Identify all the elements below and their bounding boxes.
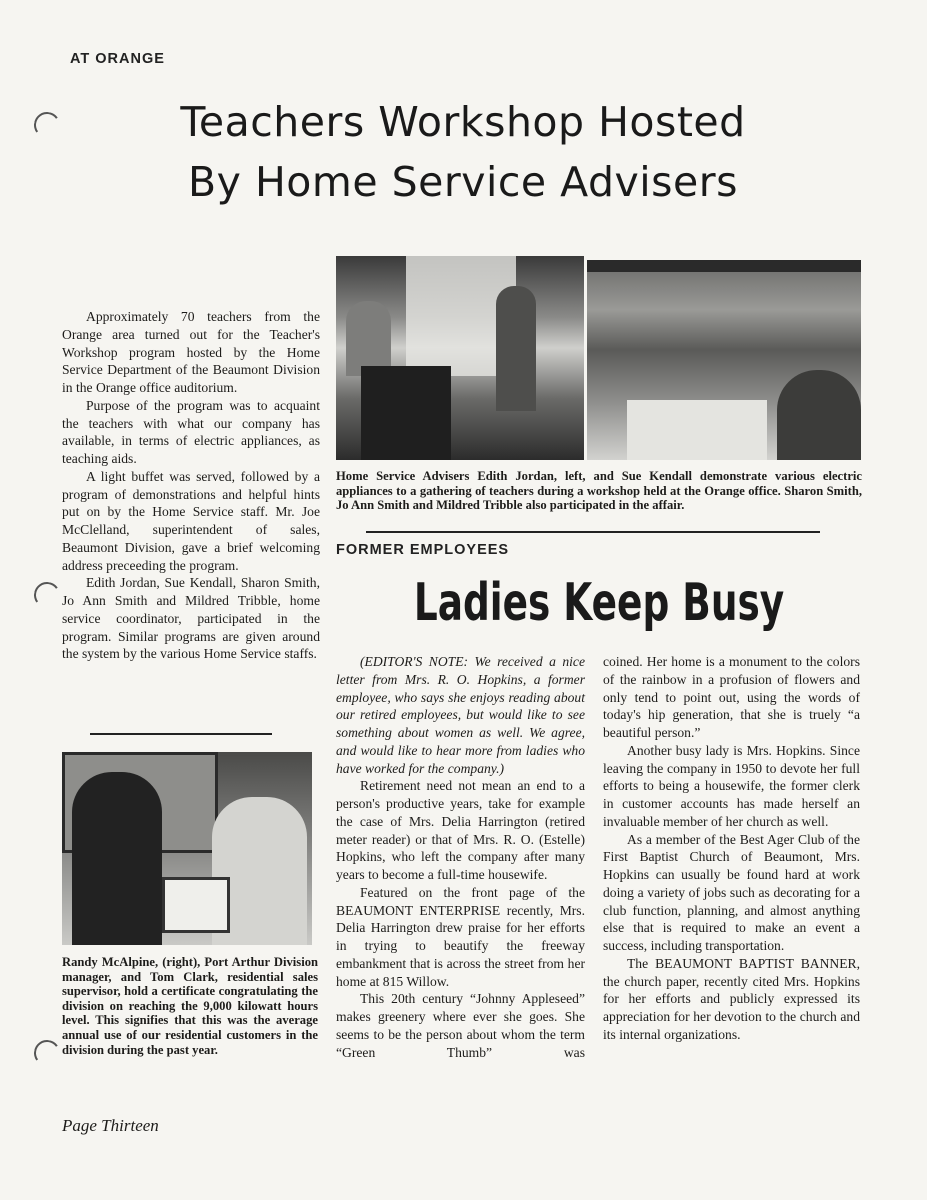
paragraph: A light buffet was served, followed by a program of demonstrations and helpful hints put on by the Home Service staff. Mr. Joe McClelland, superintendent of sales, Beaumont Division, gave a brief welcoming address preceeding the program. [62, 468, 320, 573]
paragraph-continuation: coined. Her home is a monument to the colors of the rainbow in a profusion of flowers and only tend to point out, using the words of today's hip generation, that she is truely “a beautiful person.” [603, 654, 860, 740]
title-line: Teachers Workshop Hosted [180, 98, 746, 146]
editor-note: (EDITOR'S NOTE: We received a nice letter from Mrs. R. O. Hopkins, a former employee, who says she enjoys reading about our retired employees, but would like to see something about women as well. We agree, and would like to hear more from ladies who have worked for the company.) [336, 654, 585, 776]
paragraph: This 20th century “Johnny Appleseed” makes greenery where ever she goes. She seems to be the person about whom the term “Green Thumb” was [336, 991, 585, 1060]
section-tag: AT ORANGE [70, 51, 165, 67]
workshop-article-body [62, 308, 320, 663]
former-employees-col2 [603, 653, 860, 1044]
divider [90, 733, 272, 735]
paragraph: The BEAUMONT BAPTIST BANNER, the church paper, recently cited Mrs. Hopkins for her efforts and publicly expressed its appreciation for her devotion to the church and its internal organizations. [603, 955, 860, 1042]
workshop-photo-audience [587, 260, 861, 460]
paragraph: Featured on the front page of the BEAUMONT ENTERPRISE recently, Mrs. Delia Harrington drew praise for her efforts in trying to beautify the freeway embankment that is across the street from her home at 815 Willow. [336, 884, 585, 989]
punch-hole [32, 1038, 62, 1068]
paragraph: Purpose of the program was to acquaint the teachers with what our company has available, in terms of electric appliances, as teaching aids. [62, 397, 320, 466]
certificate-photo [62, 752, 312, 945]
former-employees-col1 [336, 653, 585, 1061]
certificate-photo-caption: Randy McAlpine, (right), Port Arthur Division manager, and Tom Clark, residential sales supervisor, hold a certificate congratulating the division on reaching the 9,000 kilowatt hours level. This signifies that this was the average annual use of our residential customers in the division during the past year. [62, 955, 318, 1057]
page-number: Page Thirteen [62, 1116, 159, 1135]
paragraph: As a member of the Best Ager Club of the First Baptist Church of Beaumont, Mrs. Hopkins can usually be found hard at work doing a variety of jobs such as decorating for a club function, planning, and almost anything else that is required to make an event a success, including transportation. [603, 831, 860, 953]
article-title [60, 92, 866, 212]
paragraph: Approximately 70 teachers from the Orange area turned out for the Teacher's Workshop program hosted by the Home Service Department of the Beaumont Division in the Orange office auditorium. [62, 309, 320, 395]
paragraph: Edith Jordan, Sue Kendall, Sharon Smith, Jo Ann Smith and Mildred Tribble, home service coordinator, participated in the program. Similar programs are given around the system by the various Home Service staffs. [62, 575, 320, 662]
workshop-photo-demonstration [336, 256, 584, 460]
punch-hole [32, 580, 62, 610]
punch-hole [32, 110, 62, 140]
divider [366, 531, 820, 533]
workshop-photo-caption: Home Service Advisers Edith Jordan, left, and Sue Kendall demonstrate various electric appliances to a gathering of teachers during a workshop held at the Orange office. Sharon Smith, Jo Ann Smith and Mildred Tribble also participated in the affair. [336, 469, 862, 513]
paragraph: Another busy lady is Mrs. Hopkins. Since leaving the company in 1950 to devote her full efforts to being a housewife, the former clerk in customer accounts has made herself an invaluable member of her church as well. [603, 742, 860, 829]
paragraph: Retirement need not mean an end to a person's productive years, take for example the case of Mrs. Delia Harrington (retired meter reader) or that of Mrs. R. O. (Estelle) Hopkins, who left the company after many years to become a full-time housewife. [336, 778, 585, 882]
section-tag-former-employees: FORMER EMPLOYEES [336, 542, 510, 558]
title-line: By Home Service Advisers [188, 158, 738, 206]
headline: Ladies Keep Busy [413, 573, 785, 633]
